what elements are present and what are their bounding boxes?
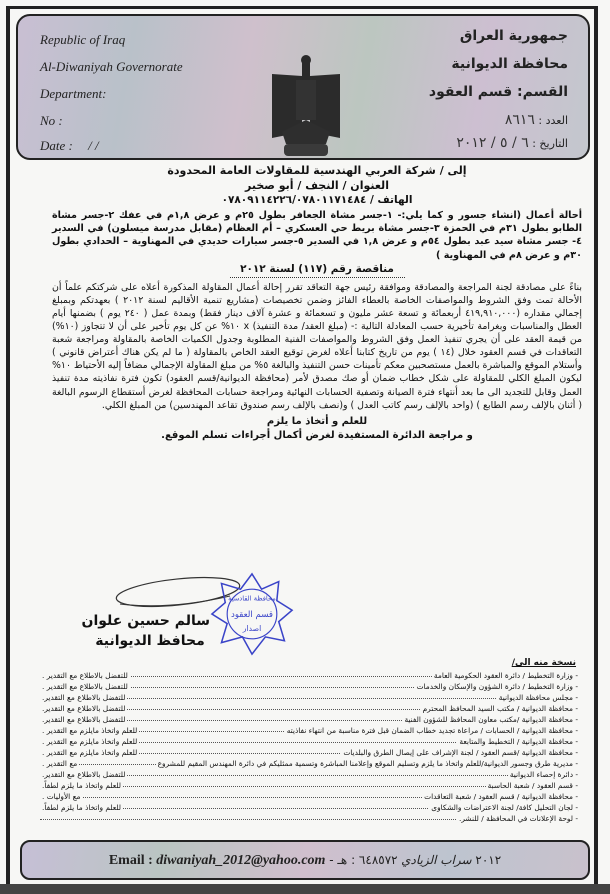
- header-governorate-en: Al-Diwaniyah Governorate: [40, 59, 183, 74]
- copy-recipient: - لوحة الإعلانات في المحافظة / للنشر.: [458, 814, 578, 823]
- bottom-edge: [0, 884, 610, 894]
- footer-contact: [22, 852, 588, 869]
- date-label-ar: التاريخ :: [532, 137, 568, 150]
- copies-title: نسخة منه الى/: [511, 658, 576, 668]
- stamp-line-1: محافظة القادسية: [228, 594, 276, 603]
- copy-recipient-row: [40, 681, 580, 692]
- tender-underline: [230, 277, 405, 278]
- subject-text: أحالة أعمال (انشاء جسور و كما يلي:- ١-جسر مشاة الجعافر بطول ٢٥م و عرض ١,٨م في عفك ٢-جسر مشاة الطابو بطول ٣١م في الحمزة ٣-جسر مشاة بريط حي العسكري – أم العظام (مقابل مدرسة ميسلون) في السدير ٤- جسر مشاة سيد عبد بطول ٥٤م و عرض ١,٨ في السدير ٥-جسر سيارات حديدي في المهناوية – الحدادي بطول ٣٠م و عرض ٨م في المهناوية ): [52, 210, 582, 261]
- copy-recipient-row: [40, 791, 580, 802]
- header-number-ar: [505, 111, 568, 130]
- copy-recipient: - مديرية طرق وجسور الديوانية/للعلم واتخاذ ما يلزم وتسليم الموقع وإعلامنا المباشرة وتسمية ممثليكم في دائرة المهندس المقيم للمشروع: [157, 759, 578, 768]
- addressee-address: العنوان / النجف / أبو صخير: [245, 179, 389, 192]
- header-number-en: No :: [40, 113, 63, 128]
- closing-line-2: و مراجعة الدائرة المستفيدة لغرض أكمال أجراءات تسلم الموقع.: [161, 429, 473, 441]
- closing-line-1: للعلم و أتخاذ ما يلزم: [266, 415, 368, 427]
- number-label-ar: العدد :: [538, 114, 568, 127]
- header-date-ar: [456, 134, 568, 153]
- header-country-ar: جمهورية العراق: [459, 28, 568, 44]
- footer-typist: سراب الزيادي: [401, 853, 472, 867]
- tender-number: مناقصة رقم (١١٧) لسنة ٢٠١٢: [240, 262, 394, 275]
- addressee-company: إلى / شركة العربي الهندسية للمقاولات العامة المحدودة: [167, 164, 467, 177]
- header-department-ar: القسم: قسم العقود: [428, 84, 568, 100]
- copy-recipient: - قسم العقود / شعبة الحاسبة: [487, 781, 578, 790]
- stamp-line-3: اصدار: [242, 624, 262, 634]
- copy-action: للتفضل بالاطلاع مع التقدير.: [42, 715, 126, 724]
- header-country-en: Republic of Iraq: [40, 32, 126, 47]
- signatory-name: سالم حسين علوان: [81, 613, 210, 629]
- copy-recipient: - لجان التحليل كافة/ لجنة الاعتراضات والشكاوى: [431, 803, 578, 812]
- copy-action: للتفضل بالاطلاع مع التقدير.: [42, 693, 126, 702]
- letterhead: [16, 14, 590, 160]
- official-stamp: [210, 572, 294, 656]
- number-value-ar: ٨٦١٦: [504, 112, 535, 128]
- copy-recipient: - وزارة التخطيط / دائرة الشؤون والإسكان والخدمات: [416, 682, 578, 691]
- copy-recipient: - وزارة التخطيط / دائرة العقود الحكومية العامة: [433, 671, 578, 680]
- copy-recipient-row: [40, 802, 580, 813]
- signatory-title: محافظ الديوانية: [95, 633, 205, 649]
- iraq-eagle-emblem: [268, 52, 344, 162]
- date-label-en: Date :: [40, 138, 73, 153]
- footer-email-label: Email :: [108, 853, 157, 868]
- copy-recipient: - محافظة الديوانية / التخطيط والمتابعة: [459, 737, 578, 746]
- copy-recipient: - محافظة الديوانية /قسم العقود / لجنة الإشراف على إيصال الطرق والبلديات: [343, 748, 578, 757]
- copy-action: للعلم واتخاذ ما يلزم لطفاً.: [42, 781, 122, 790]
- copy-action: مع الأوليات .: [42, 792, 81, 801]
- copy-action: للعلم واتخاذ ما يلزم لطفاً.: [42, 803, 122, 812]
- copy-recipient: - محافظة الديوانية / قسم العقود / شعبة التعاقدات: [424, 792, 578, 801]
- header-date-en: [40, 138, 99, 154]
- copy-recipient-row: [40, 692, 580, 703]
- footer-email[interactable]: diwaniyah_2012@yahoo.com: [156, 853, 326, 868]
- date-value-ar: ٦ / ٥ / ٢٠١٢: [456, 135, 529, 151]
- copy-recipient: - محافظة الديوانية / الحسابات / مراعاة تجديد خطاب الضمان قبل فترة مناسبة من انتهاء نفاذيته: [286, 726, 578, 735]
- addressee-phone: الهاتف / ٠٧٨٠٩١١٤٢٢٦/٠٧٨٠١١٧١٤٨٤: [221, 194, 413, 206]
- copy-recipient-row: [40, 758, 580, 769]
- header-governorate-ar: محافظة الديوانية: [451, 56, 568, 72]
- copy-action: للتفضل بالاطلاع مع التقدير .: [42, 671, 128, 680]
- letter-body: [52, 163, 582, 443]
- stamp-line-2: قسم العقود: [231, 609, 273, 620]
- copies-list: [40, 670, 580, 824]
- copy-action: للتفضل بالاطلاع مع التقدير.: [42, 704, 126, 713]
- copy-action: للتفضل بالاطلاع مع التقدير.: [42, 770, 126, 779]
- body-paragraph: بناءً على مصادقة لجنة المراجعة والمصادقة وموافقة رئيس جهة التعاقد تقرر إحالة أعمال المقاولة المذكورة أعلاه على شركتكم علماً أن الأحالة تمت وفق الشروط والمواصفات الخاصة بالعطاء الفائز وضمن تخصيصات (مشاريع تنمية الأقاليم لسنة ٢٠١٢ ) بعهدتكم وبمبلغ إجمالي مقداره (٤١٩,٩١٠,٠٠٠ أربعمائة و تسعة عشر مليون و تسعمائة و عشرة آلاف دينار فقط) وبمدة عمل ( ٢٤٠ يوم ) بضمنها أيام العطل والمناسبات وبغرامة تأخيرية حسب المعادلة التالية :- (مبلغ العقد/ مدة التنفيذ) x ١٠% عن كل يوم تأخير على أن لا تتجاوز (١٠%) من قيمة العقد على أن يجري تنفيذ العمل وفق الشروط والمواصفات الفنية المطلوبة وجدول الكميات الخاصة بالمقاولة ومراجعة شعبة التعاقدات في قسم العقود خلال (١٤ ) يوم من تاريخ كتابنا أعلاه لغرض توقيع العقد الخاص بالمقاولة ( ما لم يكن هناك أعتراض قانوني ) وأستلام الموقع والمباشرة بالعمل مستصحبين معكم تأمينات حسن التنفيذ والبالغة ٥% من مبلغ المقاولة الإجمالي مضافاً إليه الأحتياط ١٠% ليكون المبلغ الكلي للمقاولة على شكل خطاب ضمان أو صك مصدق لأمر (محافظة الديوانية/قسم العقود) تكون فترة نفاذيته مدة تنفيذ العمل وقابل للتجديد الى ما بعد أنتهاء فترة الصيانة وتصفية الحسابات النهائية ومراجعة حسابات المحافظة لغرض أستقطاع الرسوم البالغة ( أثنان بالإلف رسم الطابع ) (واحد بالإلف رسم كاتب العدل ) و(نصف بالإلف رسم صندوق تقاعد المهندسين) من المبلغ الكلي.: [52, 281, 583, 411]
- copy-action: للتفضل بالاطلاع مع التقدير .: [42, 682, 128, 691]
- footer-code: ٦٤٨٥٧٢ : هـ: [337, 853, 398, 867]
- copy-recipient-row: [40, 670, 580, 681]
- copy-recipient-row: [40, 725, 580, 736]
- date-slashes: / /: [88, 138, 99, 153]
- copy-action: للعلم واتخاذ مايلزم مع التقدير .: [42, 737, 138, 746]
- footer-bar: [20, 840, 590, 880]
- copy-recipient: - دائرة إحصاء الديوانية: [509, 770, 578, 779]
- copy-recipient: - مجلس محافظة الديوانية: [498, 693, 578, 702]
- copy-action: للعلم واتخاذ مايلزم مع التقدير .: [42, 726, 138, 735]
- copy-recipient-row: [40, 813, 580, 824]
- copy-recipient-row: [40, 747, 580, 758]
- copy-action: مع التقدير .: [42, 759, 78, 768]
- copy-recipient: - محافظة الديوانية / مكتب السيد المحافظ المحترم: [422, 704, 578, 713]
- copy-recipient-row: [40, 703, 580, 714]
- copy-recipient-row: [40, 714, 580, 725]
- footer-year: - ٢٠١٢: [325, 853, 502, 867]
- header-department-en: Department:: [40, 86, 107, 101]
- copy-recipient-row: [40, 780, 580, 791]
- copy-recipient-row: [40, 736, 580, 747]
- copy-action: للعلم واتخاذ مايلزم مع التقدير .: [42, 748, 138, 757]
- copy-recipient-row: [40, 769, 580, 780]
- copy-recipient: - محافظة الديوانية /مكتب معاون المحافظ للشؤون الفنية: [404, 715, 578, 724]
